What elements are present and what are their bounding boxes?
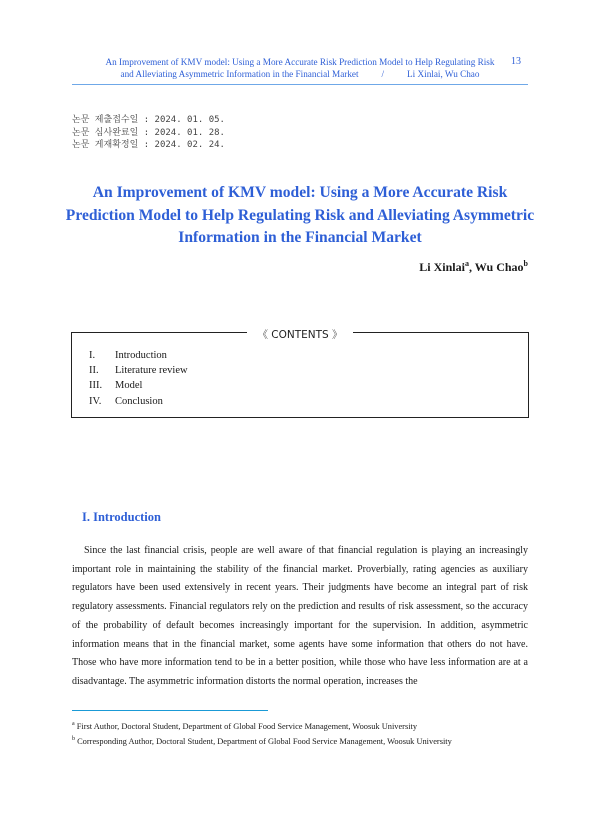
table-of-contents: [89, 348, 188, 409]
author-line: [419, 259, 528, 275]
author-1: Li Xinlai: [419, 260, 465, 274]
footnote: [72, 718, 452, 733]
toc-item-label: Model: [115, 380, 143, 392]
footnote-mark: a: [72, 721, 75, 727]
body-paragraph: Since the last financial crisis, people are well aware of that financial regulation is playing an increasingly important role in maintaining the stability of the financial market. Proverbially, rating agencies as auxiliary regulators have been used extensively in recent years. Their judgments have become an integral part of risk regulatory assessments. Financial regulators rely on the prediction and results of risk assessment, so the accuracy of the probability of default becomes increasingly important for the supervision. In addition, asymmetric information means that in the financial market, some agents have some information that others do not have. Those who have more information tend to be in a better position, while those who have less information are at a disadvantage. The asymmetric information distorts the normal operation, increases the: [72, 545, 528, 687]
toc-item: [89, 348, 188, 363]
contents-title: [0, 325, 600, 343]
date-reviewed: 논문 심사완료일 : 2024. 01. 28.: [72, 127, 225, 138]
footnote-text: Corresponding Author, Doctoral Student, Department of Global Food Service Management, Woosuk University: [77, 736, 452, 746]
page-number: 13: [511, 56, 521, 67]
toc-item-number: II.: [89, 365, 99, 377]
author-2-mark: b: [523, 259, 528, 268]
toc-item-number: III.: [89, 380, 103, 392]
footnote-mark: b: [72, 735, 75, 742]
footnote-text: First Author, Doctoral Student, Department of Global Food Service Management, Woosuk University: [76, 721, 418, 731]
author-separator: ,: [468, 260, 475, 274]
footnote: [72, 733, 452, 748]
toc-item: [89, 394, 188, 409]
running-header-line-2: and Alleviating Asymmetric Information in the Financial Market / Li Xinlai, Wu Chao: [120, 69, 480, 79]
toc-item: [89, 378, 188, 393]
author-1-mark: a: [464, 259, 469, 268]
footnote-divider: [72, 710, 268, 711]
section-heading: I. Introduction: [82, 510, 161, 524]
author-2: Wu Chao: [474, 260, 524, 274]
toc-item-number: I.: [89, 350, 96, 361]
toc-item-label: Conclusion: [115, 395, 163, 407]
contents-title-text: 《 CONTENTS 》: [247, 329, 352, 341]
paper-title: An Improvement of KMV model: Using a More Accurate Risk Prediction Model to Help Regulating Risk and Alleviating Asymmetric Information in the Financial Market: [65, 184, 535, 246]
footnotes: [72, 718, 452, 748]
running-header-line-1: An Improvement of KMV model: Using a More Accurate Risk Prediction Model to Help Regulating Risk: [105, 57, 495, 67]
running-header: [72, 56, 528, 80]
submission-dates: [72, 114, 225, 152]
toc-item-number: IV.: [89, 395, 102, 407]
toc-item: [89, 363, 188, 378]
toc-item-label: Literature review: [115, 365, 188, 377]
header-divider: [72, 84, 528, 85]
date-accepted: 논문 게재확정일 : 2024. 02. 24.: [72, 140, 225, 150]
date-submitted: 논문 제출접수일 : 2024. 01. 05.: [72, 115, 225, 125]
toc-item-label: Introduction: [115, 350, 167, 361]
